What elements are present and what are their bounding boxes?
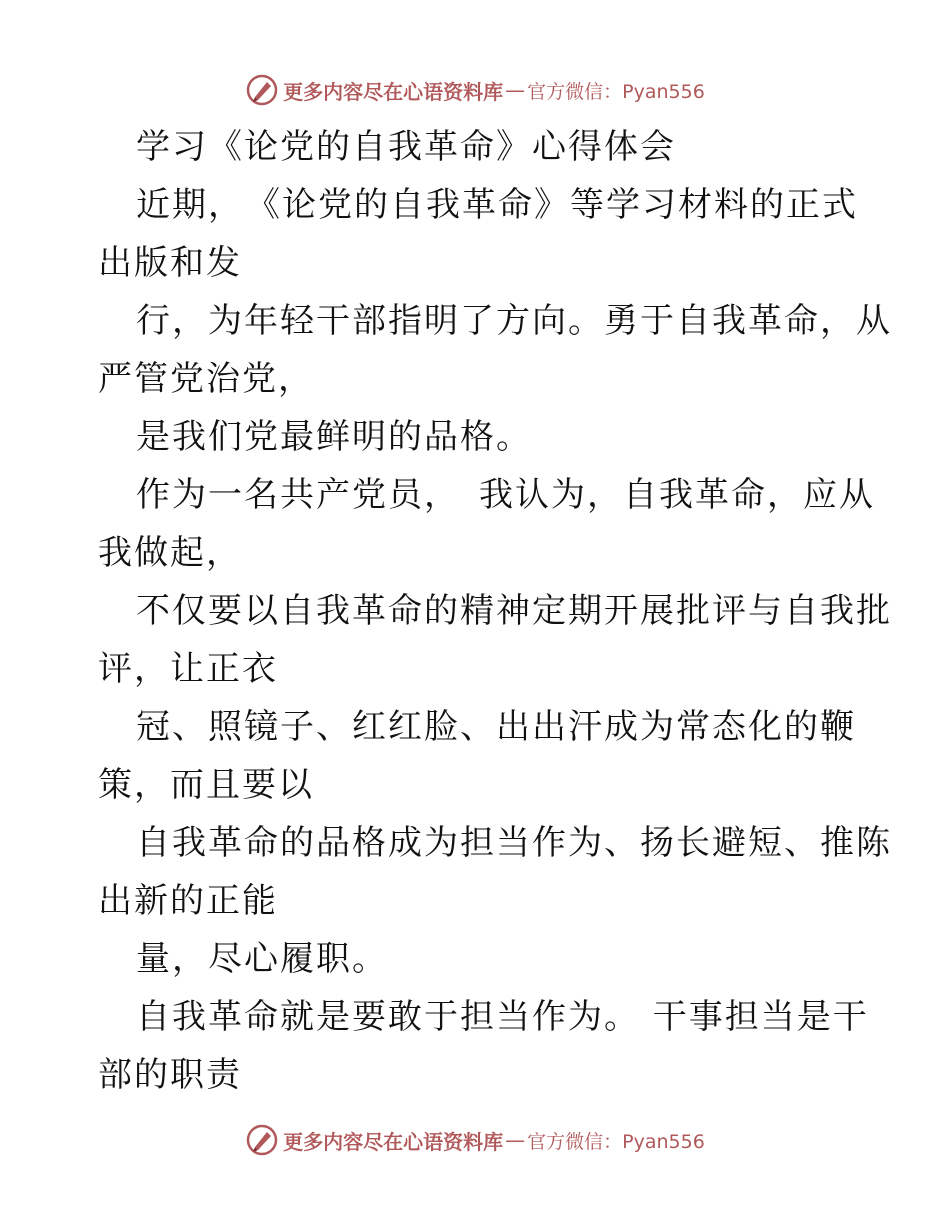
text-line: 行，为年轻干部指明了方向。勇于自我革命，从 bbox=[136, 301, 892, 341]
text-line: 自我革命就是要敢于担当作为。 干事担当是干 bbox=[136, 997, 869, 1037]
text-line: 冠、照镜子、红红脸、出出汗成为常态化的鞭 bbox=[136, 707, 856, 747]
text-line: 量，尽心履职。 bbox=[136, 939, 388, 979]
text-line: 自我革命的品格成为担当作为、扬长避短、推陈 bbox=[136, 823, 892, 863]
text-line: 出新的正能 bbox=[98, 881, 278, 921]
text-line: 我做起， bbox=[98, 533, 242, 573]
text-line: 部的职责 bbox=[98, 1055, 242, 1095]
header-watermark bbox=[0, 70, 950, 110]
watermark-separator: — bbox=[505, 78, 526, 102]
text-line: 是我们党最鲜明的品格。 bbox=[136, 417, 532, 457]
watermark-main-text: 更多内容尽在心语资料库 bbox=[283, 1129, 504, 1154]
document-title: 学习《论党的自我革命》心得体会 bbox=[136, 127, 676, 167]
watermark-wechat-text: 官方微信：Pyan556 bbox=[527, 80, 705, 103]
watermark-wechat-text: 官方微信：Pyan556 bbox=[527, 1130, 705, 1153]
footer-watermark bbox=[0, 1120, 950, 1160]
text-line: 出版和发 bbox=[98, 243, 242, 283]
watermark-main-text: 更多内容尽在心语资料库 bbox=[283, 79, 504, 104]
text-line: 近期， 《论党的自我革命》等学习材料的正式 bbox=[136, 185, 858, 225]
pen-nib-logo-icon bbox=[245, 73, 279, 107]
pen-nib-logo-icon bbox=[245, 1123, 279, 1157]
document-body bbox=[98, 118, 892, 1104]
text-line: 严管党治党， bbox=[98, 359, 314, 399]
text-line: 策，而且要以 bbox=[98, 765, 314, 805]
watermark-separator: — bbox=[505, 1128, 526, 1152]
text-line: 评，让正衣 bbox=[98, 649, 278, 689]
text-line: 不仅要以自我革命的精神定期开展批评与自我批 bbox=[136, 591, 892, 631]
text-line: 作为一名共产党员， 我认为，自我革命，应从 bbox=[136, 475, 875, 515]
